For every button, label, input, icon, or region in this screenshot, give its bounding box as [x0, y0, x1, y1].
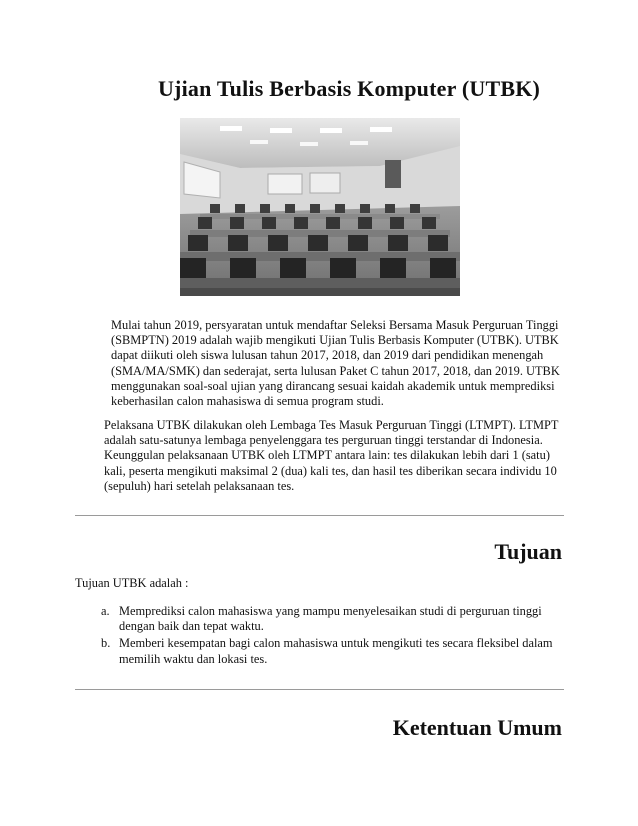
list-item-text: Memberi kesempatan bagi calon mahasiswa untuk mengikuti tes secara fleksibel dalam memilih waktu dan lokasi tes. [119, 636, 553, 666]
list-item [101, 636, 571, 666]
page-title [0, 76, 638, 102]
list-item [101, 604, 571, 634]
heading-ketentuan-umum: Ketentuan Umum [392, 715, 562, 740]
page-title-text: Ujian Tulis Berbasis Komputer (UTBK) [157, 76, 541, 101]
heading-tujuan: Tujuan [494, 539, 562, 564]
divider [75, 515, 564, 516]
list-marker: b. [101, 636, 111, 651]
paragraph-ltmpt: Pelaksana UTBK dilakukan oleh Lembaga Tes Masuk Perguruan Tinggi (LTMPT). LTMPT adalah satu-satunya lembaga penyelenggara tes perguruan tinggi terstandar di Indonesia. Keunggulan pelaksanaan UTBK oleh LTMPT antara lain: tes dilakukan lebih dari 1 (satu) kali, peserta mengikuti maksimal 2 (dua) kali tes, dan hasil tes diberikan secara individu 10 (sepuluh) hari setelah pelaksanaan tes. [104, 418, 559, 493]
tujuan-list [101, 604, 571, 669]
divider [75, 689, 564, 690]
tujuan-intro: Tujuan UTBK adalah : [75, 576, 189, 590]
paragraph-sbmptn: Mulai tahun 2019, persyaratan untuk mendaftar Seleksi Bersama Masuk Perguruan Tinggi (SBMPTN) 2019 adalah wajib mengikuti Ujian Tulis Berbasis Komputer (UTBK). UTBK dapat diikuti oleh siswa lulusan tahun 2017, 2018, dan 2019 dari pendidikan menengah (SMA/MA/SMK) dan sederajat, serta lulusan Paket C tahun 2017, 2018, dan 2019. UTBK menggunakan soal-soal ujian yang dirancang sesuai kaidah akademik untuk memprediksi keberhasilan calon mahasiswa di semua program studi. [111, 318, 560, 409]
classroom-photo [180, 118, 460, 296]
list-marker: a. [101, 604, 110, 618]
list-item-text: Memprediksi calon mahasiswa yang mampu menyelesaikan studi di perguruan tinggi dengan baik dan tepat waktu. [119, 604, 542, 634]
